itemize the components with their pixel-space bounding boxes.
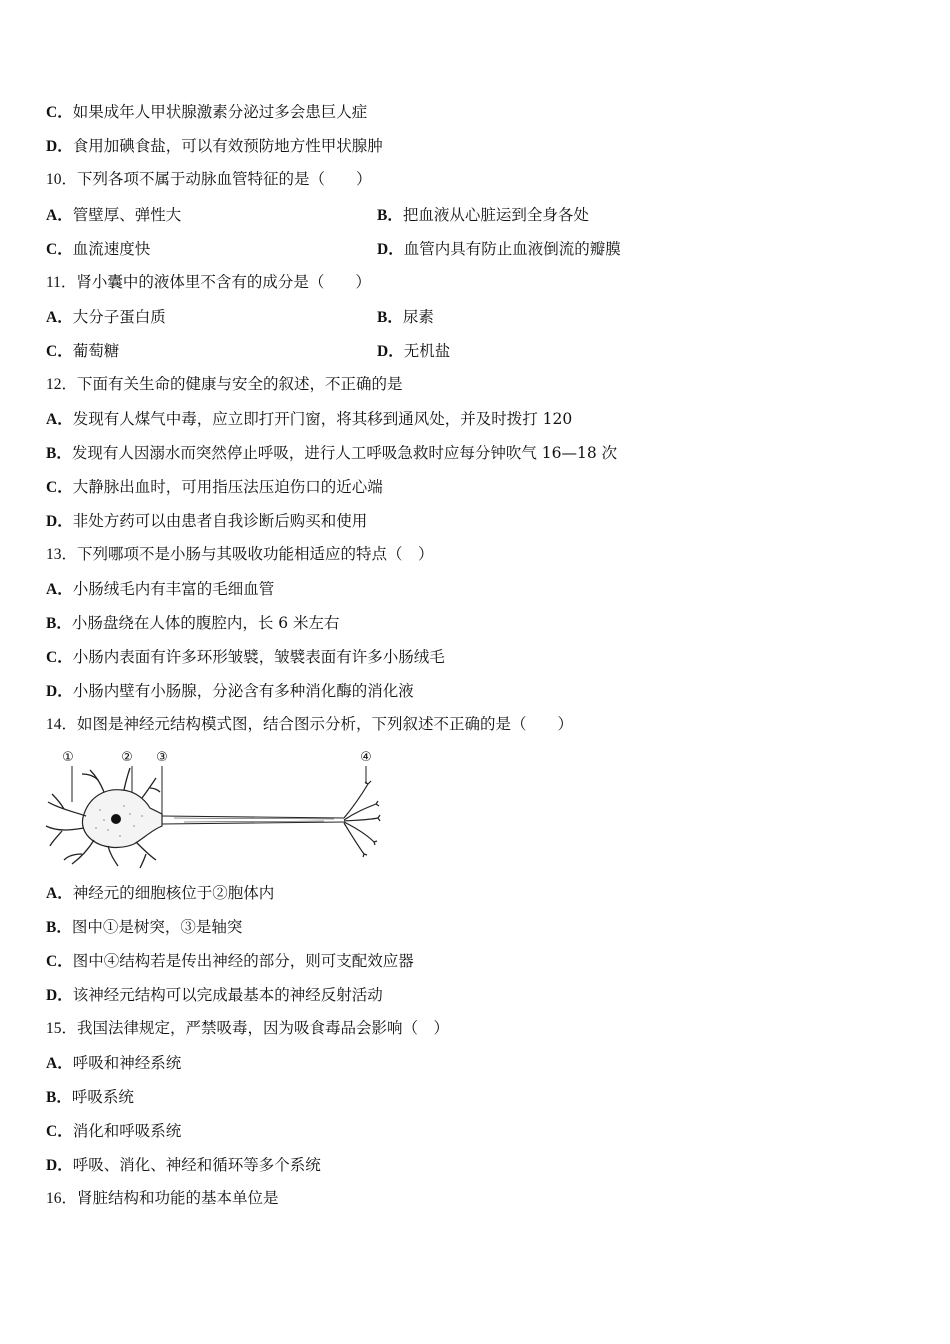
option-text: 消化和呼吸系统 xyxy=(72,1122,182,1140)
q11-option-a xyxy=(46,307,166,328)
option-text: 呼吸、消化、神经和循环等多个系统 xyxy=(72,1156,321,1174)
option-letter: D． xyxy=(46,138,73,155)
q10-option-a xyxy=(46,205,181,226)
axon-terminals xyxy=(344,781,380,857)
option-text: 发现有人因溺水而突然停止呼吸，进行人工呼吸急救时应每分钟吹气 16—18 次 xyxy=(71,444,618,462)
option-text: 小肠内壁有小肠腺，分泌含有多种消化酶的消化液 xyxy=(72,682,414,700)
option-letter: C． xyxy=(46,241,73,258)
q13-stem: 13．下列哪项不是小肠与其吸收功能相适应的特点（ ） xyxy=(46,546,434,563)
option-text: 如果成年人甲状腺激素分泌过多会患巨人症 xyxy=(72,103,368,121)
q12-option-a xyxy=(46,409,572,430)
option-letter: D． xyxy=(46,987,73,1004)
neuron-diagram xyxy=(44,746,384,872)
option-letter: A． xyxy=(46,411,73,428)
option-letter: C． xyxy=(46,343,73,360)
q9-option-d xyxy=(46,136,383,157)
option-text: 血管内具有防止血液倒流的瓣膜 xyxy=(403,240,621,258)
option-letter: B． xyxy=(377,309,403,326)
option-text: 小肠盘绕在人体的腹腔内，长 6 米左右 xyxy=(71,614,340,632)
option-letter: A． xyxy=(46,309,73,326)
q15-option-b xyxy=(46,1087,134,1108)
q13-option-c xyxy=(46,647,445,668)
q9-option-c xyxy=(46,102,367,123)
option-letter: B． xyxy=(46,445,72,462)
q10-option-b xyxy=(377,205,589,226)
q13-option-a xyxy=(46,579,274,600)
label-3: ③ xyxy=(156,750,168,765)
option-text: 图中①是树突，③是轴突 xyxy=(71,918,243,936)
axon xyxy=(162,816,344,824)
option-text: 神经元的细胞核位于②胞体内 xyxy=(72,884,275,902)
q11-option-b xyxy=(377,307,434,328)
option-text: 尿素 xyxy=(402,308,434,326)
q11-stem: 11．肾小囊中的液体里不含有的成分是（ ） xyxy=(46,274,371,291)
q10-stem: 10．下列各项不属于动脉血管特征的是（ ） xyxy=(46,171,372,188)
q11-option-d xyxy=(377,341,450,362)
q12-stem: 12．下面有关生命的健康与安全的叙述，不正确的是 xyxy=(46,376,403,393)
option-text: 图中④结构若是传出神经的部分，则可支配效应器 xyxy=(72,952,414,970)
option-text: 无机盐 xyxy=(403,342,451,360)
option-letter: D． xyxy=(377,343,404,360)
q12-option-b xyxy=(46,443,617,464)
option-text: 小肠内表面有许多环形皱襞，皱襞表面有许多小肠绒毛 xyxy=(72,648,445,666)
option-letter: D． xyxy=(46,1157,73,1174)
q11-option-c xyxy=(46,341,119,362)
label-1: ① xyxy=(62,750,74,765)
option-letter: D． xyxy=(46,683,73,700)
q12-option-d xyxy=(46,511,367,532)
q14-option-b xyxy=(46,917,242,938)
option-letter: D． xyxy=(46,513,73,530)
option-text: 该神经元结构可以完成最基本的神经反射活动 xyxy=(72,986,383,1004)
option-text: 大静脉出血时，可用指压法压迫伤口的近心端 xyxy=(72,478,383,496)
option-text: 小肠绒毛内有丰富的毛细血管 xyxy=(72,580,275,598)
option-text: 呼吸系统 xyxy=(71,1088,134,1106)
label-4: ④ xyxy=(360,750,372,765)
q13-option-b xyxy=(46,613,340,634)
q13-option-d xyxy=(46,681,414,702)
option-text: 呼吸和神经系统 xyxy=(72,1054,182,1072)
q15-option-d xyxy=(46,1155,321,1176)
option-text: 大分子蛋白质 xyxy=(72,308,166,326)
option-letter: D． xyxy=(377,241,404,258)
q14-option-c xyxy=(46,951,414,972)
q10-option-d xyxy=(377,239,621,260)
q15-stem: 15．我国法律规定，严禁吸毒，因为吸食毒品会影响（ ） xyxy=(46,1020,450,1037)
option-letter: C． xyxy=(46,479,73,496)
q10-option-c xyxy=(46,239,150,260)
option-letter: B． xyxy=(46,919,72,936)
option-letter: C． xyxy=(46,104,73,121)
option-letter: C． xyxy=(46,953,73,970)
cell-body xyxy=(82,790,162,848)
label-2: ② xyxy=(121,750,133,765)
q15-option-c xyxy=(46,1121,181,1142)
option-letter: A． xyxy=(46,885,73,902)
option-letter: B． xyxy=(377,207,403,224)
option-text: 葡萄糖 xyxy=(72,342,120,360)
nucleus xyxy=(111,814,121,824)
option-letter: B． xyxy=(46,1089,72,1106)
option-letter: A． xyxy=(46,1055,73,1072)
option-text: 管壁厚、弹性大 xyxy=(72,206,182,224)
option-letter: C． xyxy=(46,1123,73,1140)
option-letter: C． xyxy=(46,649,73,666)
q14-option-a xyxy=(46,883,274,904)
option-text: 食用加碘食盐，可以有效预防地方性甲状腺肿 xyxy=(72,137,383,155)
q14-option-d xyxy=(46,985,383,1006)
option-text: 把血液从心脏运到全身各处 xyxy=(402,206,589,224)
option-letter: B． xyxy=(46,615,72,632)
option-letter: A． xyxy=(46,207,73,224)
option-letter: A． xyxy=(46,581,73,598)
q14-stem: 14．如图是神经元结构模式图，结合图示分析，下列叙述不正确的是（ ） xyxy=(46,716,574,733)
option-text: 非处方药可以由患者自我诊断后购买和使用 xyxy=(72,512,368,530)
q16-stem: 16．肾脏结构和功能的基本单位是 xyxy=(46,1190,279,1207)
q15-option-a xyxy=(46,1053,181,1074)
option-text: 发现有人煤气中毒，应立即打开门窗，将其移到通风处，并及时拨打 120 xyxy=(72,410,573,428)
q12-option-c xyxy=(46,477,383,498)
option-text: 血流速度快 xyxy=(72,240,151,258)
